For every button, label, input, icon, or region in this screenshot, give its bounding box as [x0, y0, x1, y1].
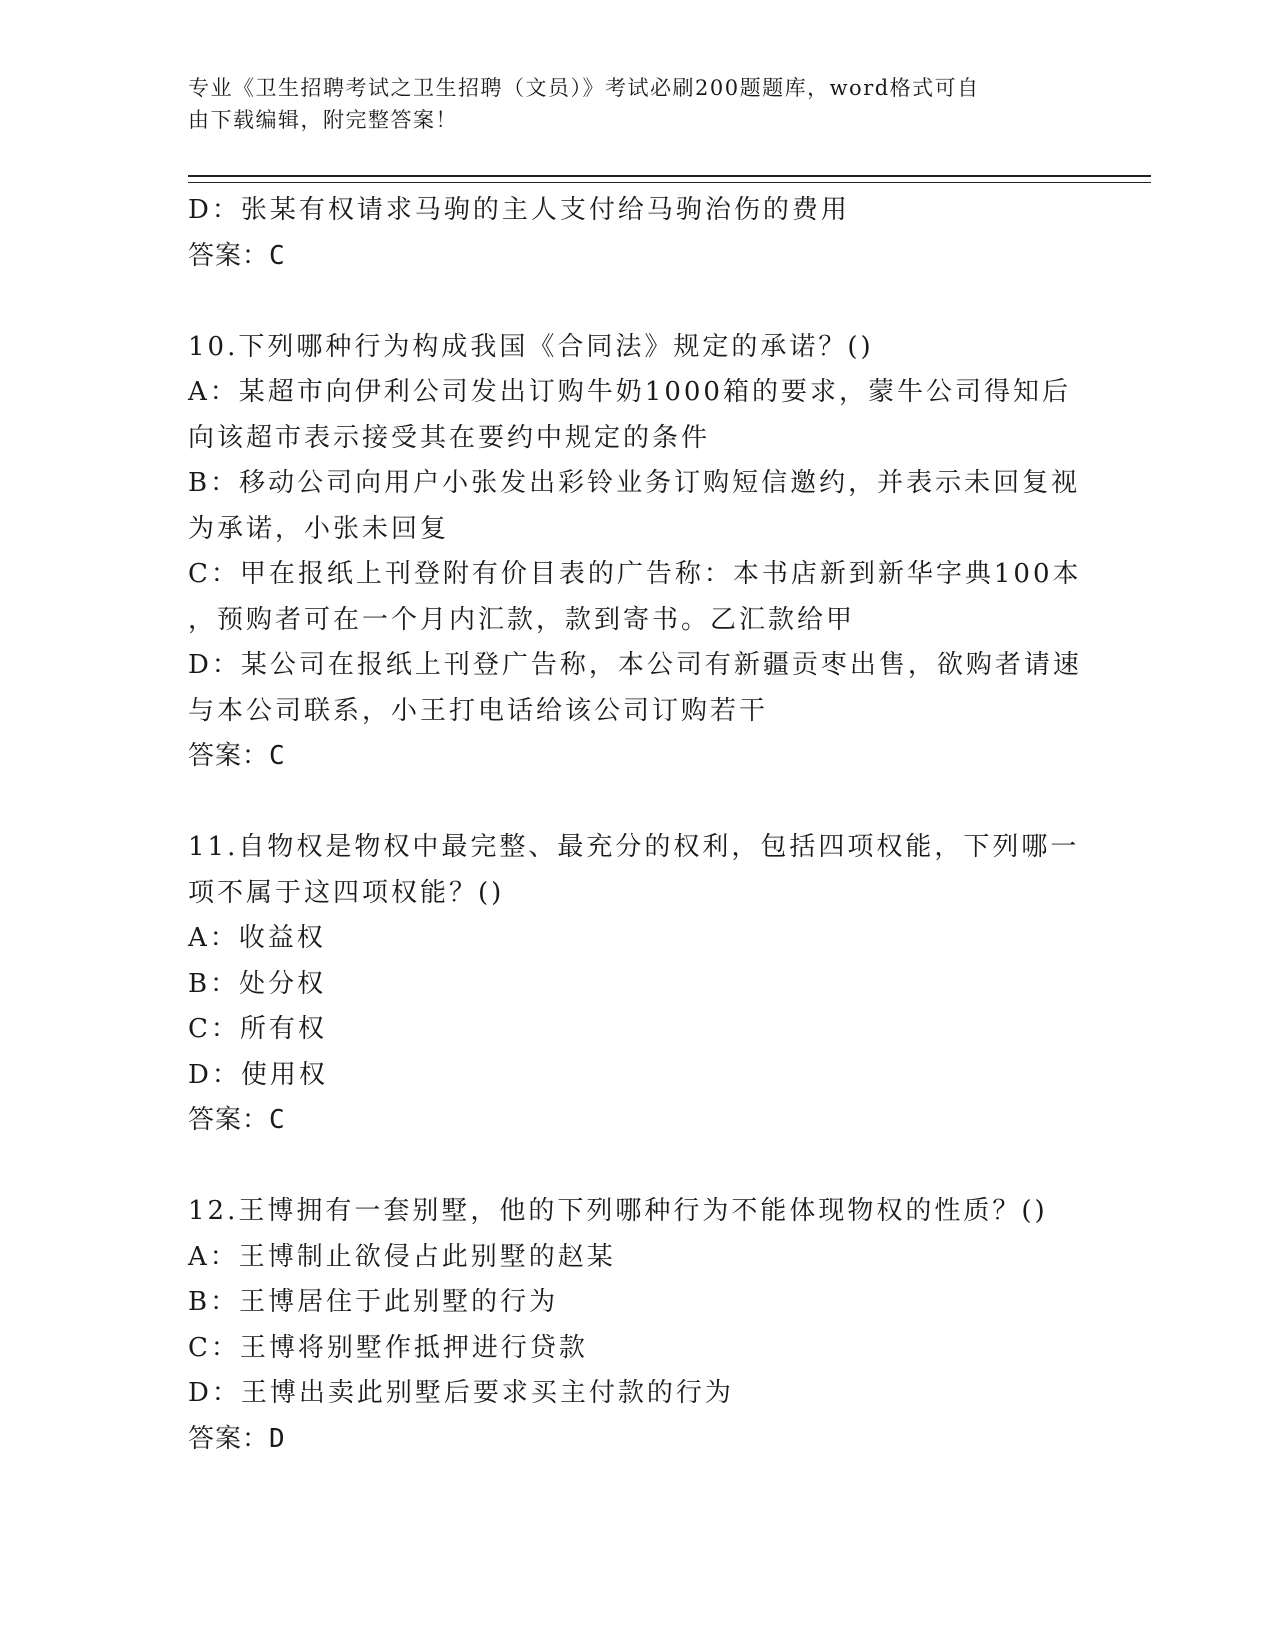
document-body [188, 188, 1088, 1462]
answer-line [188, 734, 1088, 780]
option-d: D：使用权 [188, 1059, 328, 1090]
option-a: A：某超市向伊利公司发出订购牛奶1000箱的要求，蒙牛公司得知后 [188, 377, 1071, 407]
answer-line [188, 234, 1088, 280]
question-stem-continued: 项不属于这四项权能？() [188, 877, 505, 908]
question-10 [188, 325, 1088, 780]
option-d: D：某公司在报纸上刊登广告称，本公司有新疆贡枣出售，欲购者请速 [188, 650, 1082, 680]
option-a: A：收益权 [188, 923, 326, 953]
option-c: C：王博将别墅作抵押进行贷款 [188, 1332, 588, 1363]
option-b: B：处分权 [188, 968, 327, 999]
option-c-continued: ，预购者可在一个月内汇款，款到寄书。乙汇款给甲 [188, 604, 856, 635]
answer-value: D [269, 1423, 286, 1454]
option-d: D：张某有权请求马驹的主人支付给马驹治伤的费用 [188, 195, 850, 225]
question-stem: 12.王博拥有一套别墅，他的下列哪种行为不能体现物权的性质？() [188, 1196, 1048, 1226]
option-d-continued: 与本公司联系，小王打电话给该公司订购若干 [188, 695, 769, 726]
option-b: B：王博居住于此别墅的行为 [188, 1287, 559, 1317]
answer-line [188, 1098, 1088, 1144]
question-stem: 10.下列哪种行为构成我国《合同法》规定的承诺？() [188, 331, 874, 362]
option-a-continued: 向该超市表示接受其在要约中规定的条件 [188, 422, 711, 453]
answer-label: 答案： [188, 1105, 270, 1135]
option-c: C：甲在报纸上刊登附有价目表的广告称：本书店新到新华字典100本 [188, 559, 1082, 589]
option-a: A：王博制止欲侵占此别墅的赵某 [188, 1241, 616, 1272]
answer-label: 答案： [188, 1423, 270, 1454]
header-divider-thick [188, 175, 1151, 177]
option-b-continued: 为承诺，小张未回复 [188, 513, 450, 544]
option-d: D：王博出卖此别墅后要求买主付款的行为 [188, 1378, 734, 1408]
question-stem: 11.自物权是物权中最完整、最充分的权利，包括四项权能，下列哪一 [188, 832, 1080, 862]
question-11 [188, 825, 1088, 1144]
header-line-1: 专业《卫生招聘考试之卫生招聘（文员）》考试必刷200题题库，word格式可自 [188, 76, 980, 100]
header-line-2: 由下载编辑，附完整答案！ [188, 108, 458, 132]
option-c: C：所有权 [188, 1014, 327, 1044]
page-header [188, 72, 1068, 136]
answer-label: 答案： [188, 741, 270, 771]
answer-label: 答案： [188, 240, 270, 271]
answer-value: C [269, 240, 286, 271]
answer-line [188, 1417, 1088, 1463]
question-12 [188, 1189, 1088, 1462]
answer-value: C [269, 741, 286, 771]
option-b: B：移动公司向用户小张发出彩铃业务订购短信邀约，并表示未回复视 [188, 468, 1081, 498]
answer-value: C [269, 1105, 286, 1135]
header-divider-thin [188, 182, 1151, 183]
